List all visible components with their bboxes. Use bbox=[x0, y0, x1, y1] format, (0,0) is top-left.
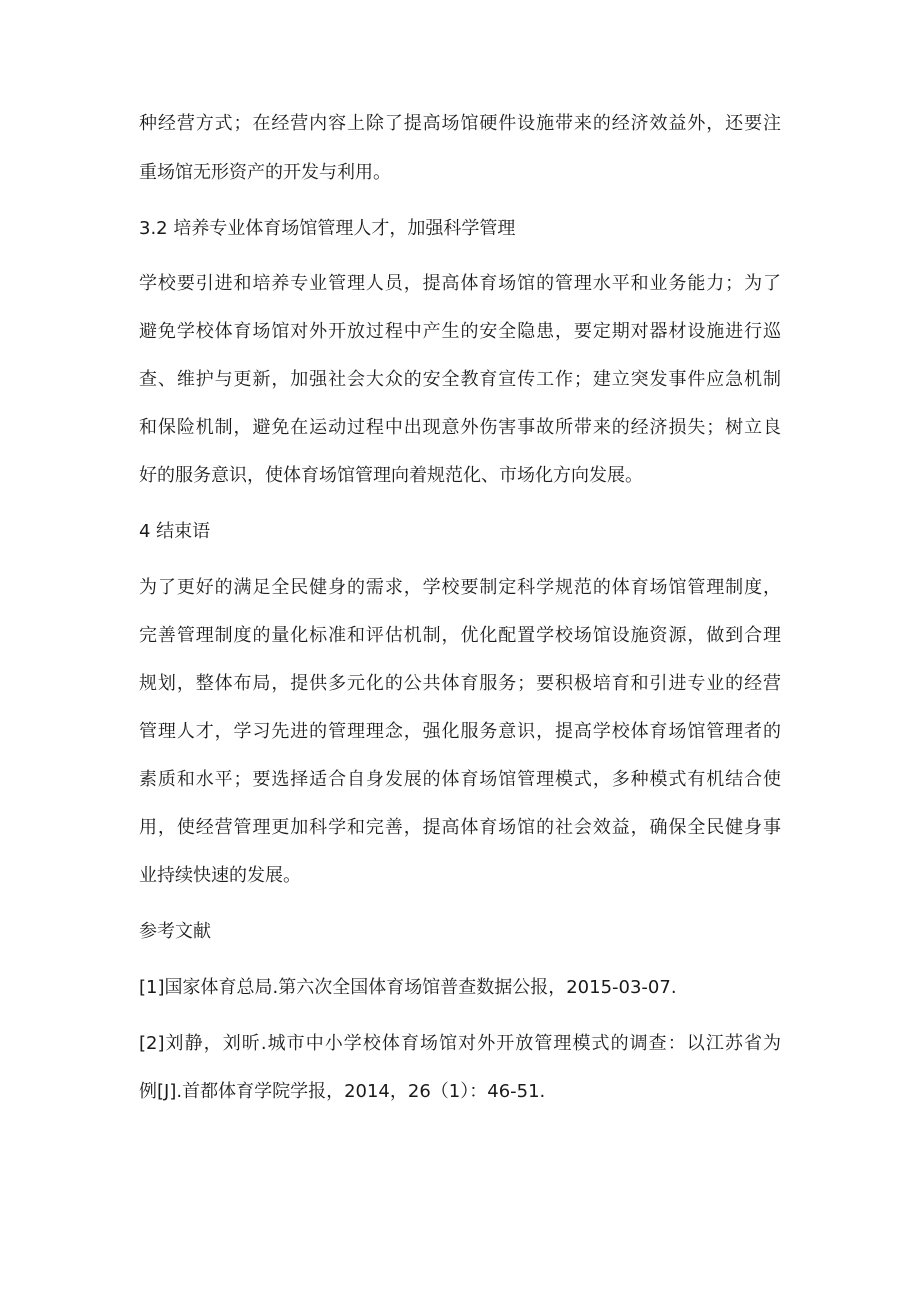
paragraph-line: 避免学校体育场馆对外开放过程中产生的安全隐患，要定期对器材设施进行巡 bbox=[139, 321, 781, 342]
reference-line: [2]刘静，刘昕.城市中小学校体育场馆对外开放管理模式的调查：以江苏省为 bbox=[139, 1033, 781, 1054]
paragraph-line: 重场馆无形资产的开发与利用。 bbox=[139, 162, 391, 183]
paragraph-line: 完善管理制度的量化标准和评估机制，优化配置学校场馆设施资源，做到合理 bbox=[139, 625, 781, 646]
section-heading-4: 4 结束语 bbox=[139, 521, 211, 542]
paragraph-line: 用，使经营管理更加科学和完善，提高体育场馆的社会效益，确保全民健身事 bbox=[139, 817, 781, 838]
paragraph-line: 好的服务意识，使体育场馆管理向着规范化、市场化方向发展。 bbox=[139, 465, 643, 486]
reference-line: [1]国家体育总局.第六次全国体育场馆普查数据公报，2015-03-07. bbox=[139, 977, 677, 998]
paragraph-line: 和保险机制，避免在运动过程中出现意外伤害事故所带来的经济损失；树立良 bbox=[139, 417, 781, 438]
section-heading-3-2: 3.2 培养专业体育场馆管理人才，加强科学管理 bbox=[139, 218, 516, 239]
paragraph-line: 业持续快速的发展。 bbox=[139, 865, 301, 886]
references-heading: 参考文献 bbox=[139, 921, 211, 942]
paragraph-line: 查、维护与更新，加强社会大众的安全教育宣传工作；建立突发事件应急机制 bbox=[139, 369, 781, 390]
paragraph-line: 管理人才，学习先进的管理理念，强化服务意识，提高学校体育场馆管理者的 bbox=[139, 721, 781, 742]
paragraph-line: 种经营方式；在经营内容上除了提高场馆硬件设施带来的经济效益外，还要注 bbox=[139, 113, 781, 134]
paragraph-line: 素质和水平；要选择适合自身发展的体育场馆管理模式，多种模式有机结合使 bbox=[139, 769, 781, 790]
paragraph-line: 规划，整体布局，提供多元化的公共体育服务；要积极培育和引进专业的经营 bbox=[139, 673, 781, 694]
reference-line: 例[J].首都体育学院学报，2014，26（1）：46-51. bbox=[139, 1081, 546, 1102]
paragraph-line: 学校要引进和培养专业管理人员，提高体育场馆的管理水平和业务能力；为了 bbox=[139, 273, 781, 294]
paragraph-line: 为了更好的满足全民健身的需求，学校要制定科学规范的体育场馆管理制度， bbox=[139, 577, 781, 598]
